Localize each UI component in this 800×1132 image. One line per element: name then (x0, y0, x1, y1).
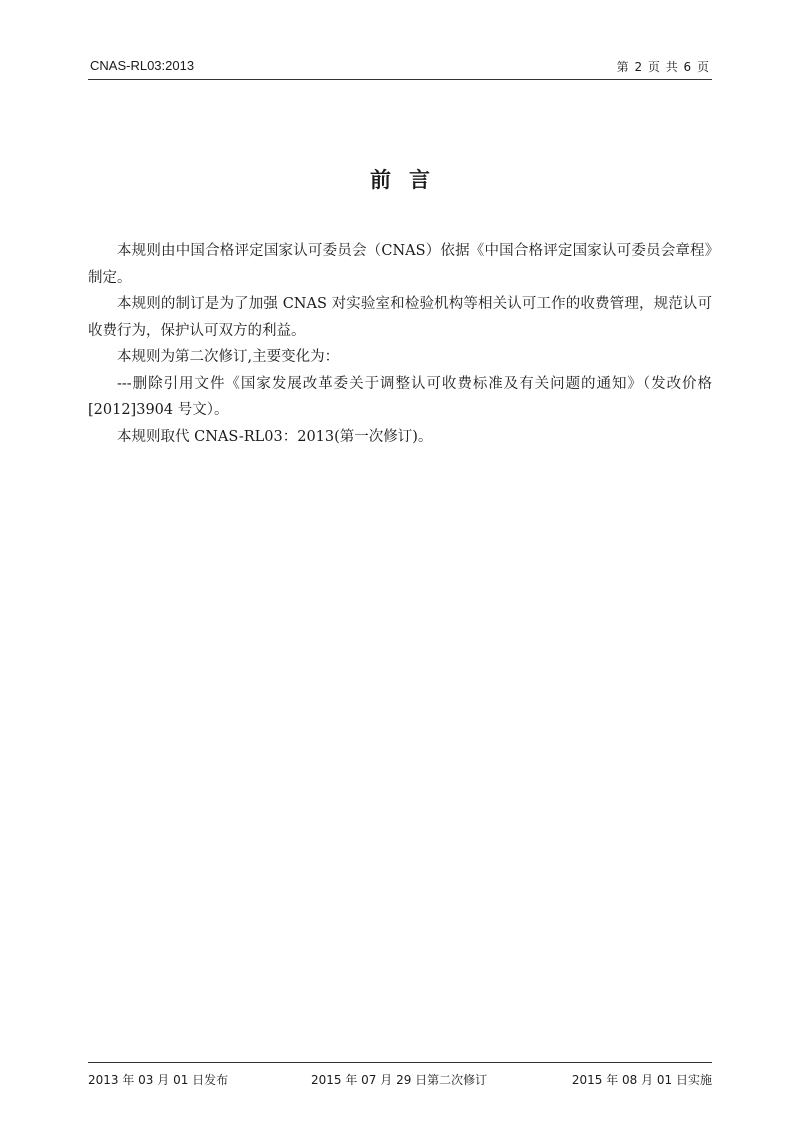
paragraph: 本规则由中国合格评定国家认可委员会（CNAS）依据《中国合格评定国家认可委员会章程》制定。 (88, 243, 712, 286)
issue-date: 2013 年 03 月 01 日发布 (88, 1073, 229, 1087)
paragraph: 本规则的制订是为了加强 CNAS 对实验室和检验机构等相关认可工作的收费管理，规范认可收费行为，保护认可双方的利益。 (88, 296, 712, 339)
paragraph: 本规则取代 CNAS-RL03：2013(第一次修订)。 (117, 428, 433, 445)
document-code: CNAS-RL03:2013 (90, 58, 195, 73)
effective-date: 2015 年 08 月 01 日实施 (571, 1073, 712, 1087)
paragraph: ---删除引用文件《国家发展改革委关于调整认可收费标准及有关问题的通知》（发改价格[2012]3904 号文）。 (88, 375, 712, 418)
revision-date: 2015 年 07 月 29 日第二次修订 (311, 1073, 488, 1087)
page-title: 前言 (370, 168, 448, 192)
page-number: 第 2 页 共 6 页 (616, 60, 710, 74)
page-footer (88, 1062, 712, 1087)
paragraph: 本规则为第二次修订,主要变化为： (117, 349, 340, 365)
preface-body (88, 238, 712, 450)
page-header (88, 55, 712, 80)
